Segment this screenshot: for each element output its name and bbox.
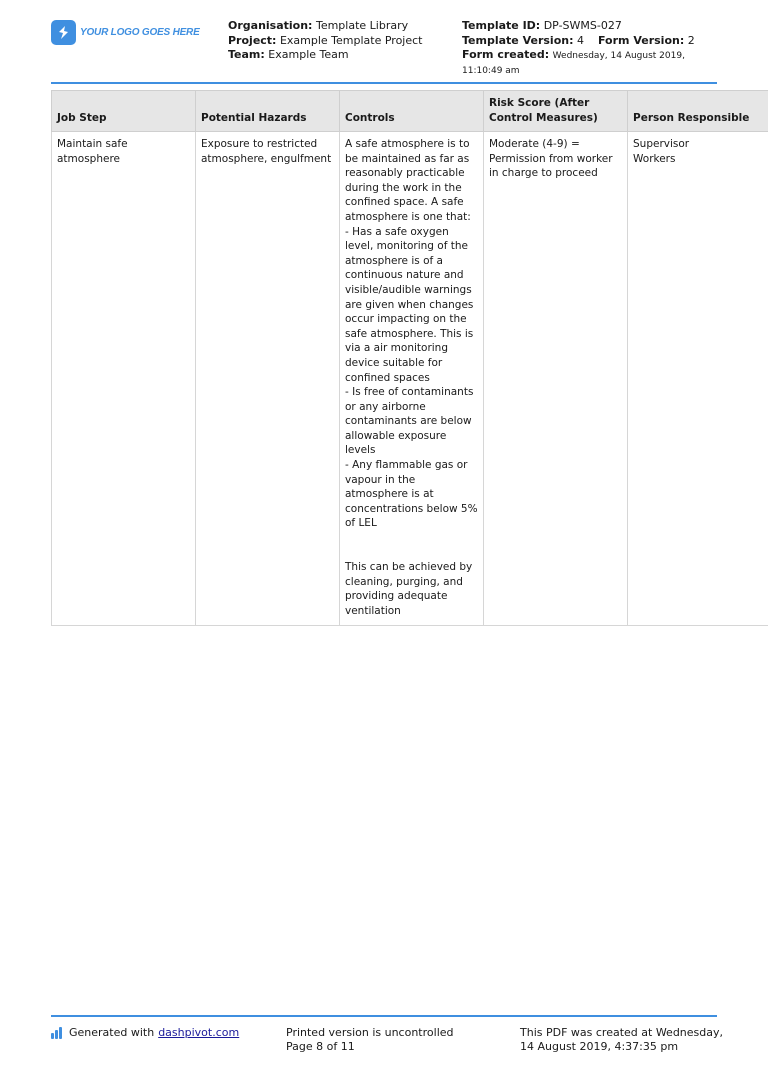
project-label: Project:	[228, 33, 277, 47]
form-version-label: Form Version:	[597, 33, 685, 47]
page-number: Page 8 of 11	[286, 1040, 355, 1053]
print-notice	[286, 1026, 454, 1054]
form-created-time: 11:10:49 am	[462, 65, 520, 76]
template-version-label: Template Version:	[462, 33, 574, 47]
uncontrolled-notice: Printed version is uncontrolled	[286, 1026, 454, 1039]
page-header	[0, 0, 768, 84]
header-person-responsible: Person Responsible	[628, 91, 768, 132]
cell-person-responsible: Supervisor Workers	[628, 132, 768, 626]
generated-with	[51, 1026, 239, 1040]
form-version-value: 2	[687, 33, 695, 47]
organisation-label: Organisation:	[228, 19, 313, 32]
logo	[51, 20, 200, 45]
logo-text: YOUR LOGO GOES HERE	[80, 27, 200, 38]
table-header-row	[52, 91, 768, 132]
swms-table	[51, 90, 768, 626]
dashpivot-bars-icon	[51, 1027, 63, 1039]
cell-risk-score: Moderate (4-9) = Permission from worker in charge to proceed	[484, 132, 628, 626]
dashpivot-link[interactable]: dashpivot.com	[158, 1026, 240, 1039]
header-risk-score: Risk Score (After Control Measures)	[484, 91, 628, 132]
header-meta-right	[462, 19, 695, 78]
header-meta-left	[228, 19, 423, 63]
team-label: Team:	[228, 48, 265, 61]
template-id-value: DP-SWMS-027	[543, 19, 622, 32]
pdf-created-notice: This PDF was created at Wednesday, 14 August 2019, 4:37:35 pm	[520, 1026, 723, 1053]
logo-mark-icon	[51, 20, 76, 45]
header-controls: Controls	[340, 91, 484, 132]
form-created-value: Wednesday, 14 August 2019,	[552, 51, 685, 61]
footer-divider	[51, 1015, 717, 1017]
header-divider	[51, 82, 717, 84]
header-job-step: Job Step	[52, 91, 196, 132]
team-value: Example Team	[268, 48, 349, 61]
cell-job-step: Maintain safe atmosphere	[52, 132, 196, 626]
project-value: Example Template Project	[279, 33, 423, 47]
page-footer	[0, 1020, 768, 1080]
table-row	[52, 132, 768, 626]
template-id-label: Template ID:	[462, 19, 541, 32]
cell-hazards: Exposure to restricted atmosphere, engulfment	[196, 132, 340, 626]
form-created-label: Form created:	[462, 48, 550, 61]
template-version-value: 4	[576, 33, 584, 47]
cell-controls: A safe atmosphere is to be maintained as far as reasonably practicable during the work in the confined space. A safe atmosphere is one that: - Has a safe oxygen level, monitoring of the atmosphere is of a continuous nature and visible/audible warnings are given when changes occur impacting on the safe atmosphere. This is via a air monitoring device suitable for confined spaces - Is free of contaminants or any airborne contaminants are below allowable exposure levels - Any flammable gas or vapour in the atmosphere is at concentrations below 5% of LEL This can be achieved by cleaning, purging, and providing adequate ventilation	[340, 132, 484, 626]
header-potential-hazards: Potential Hazards	[196, 91, 340, 132]
organisation-value: Template Library	[315, 19, 409, 32]
generated-text: Generated with	[69, 1026, 155, 1039]
